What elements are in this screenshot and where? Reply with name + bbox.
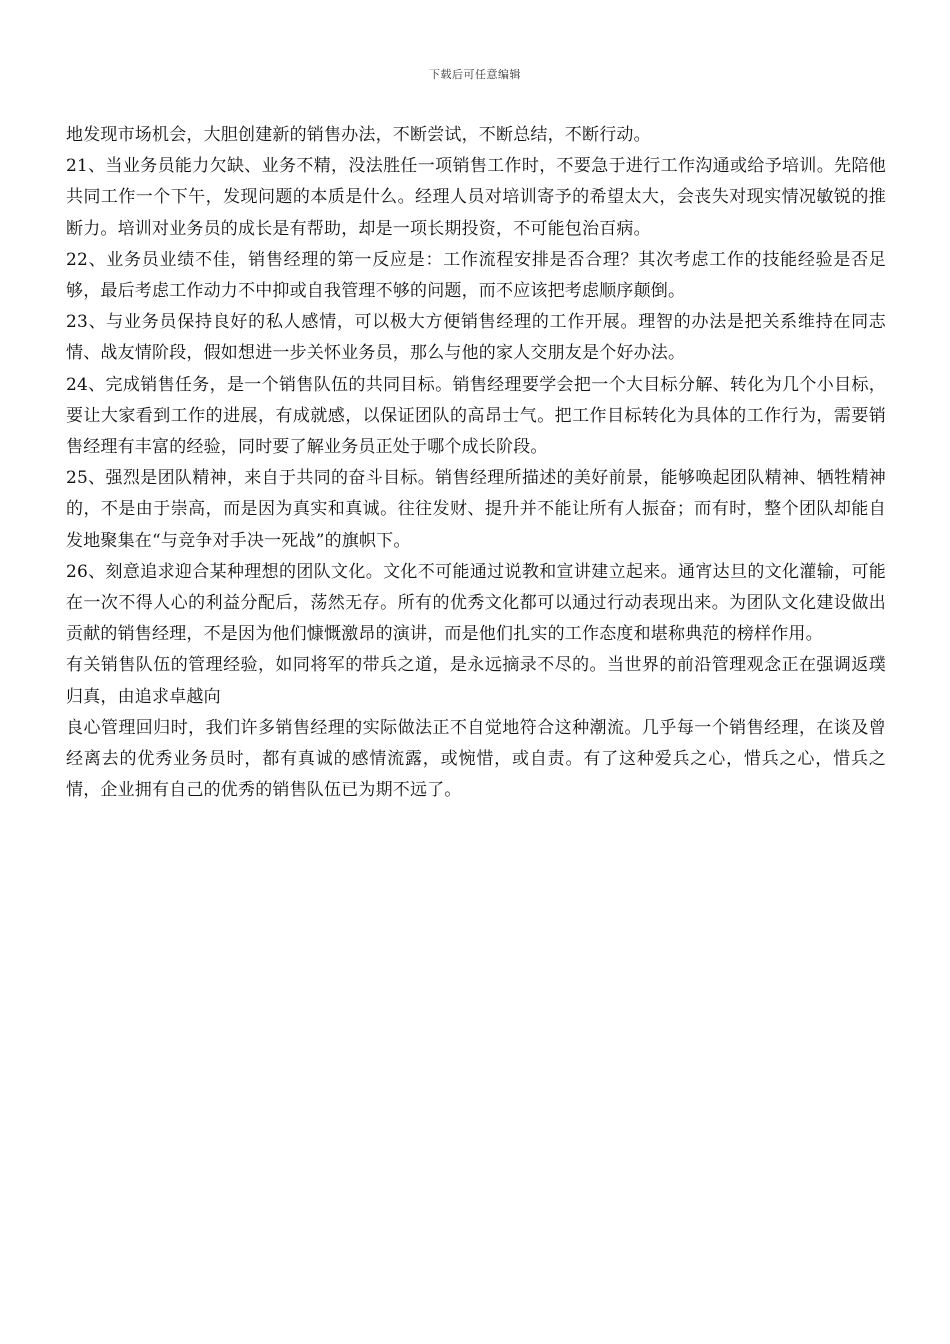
- paragraph-conclusion-continued: 良心管理回归时，我们许多销售经理的实际做法正不自觉地符合这种潮流。几乎每一个销售经理，在谈及曾经离去的优秀业务员时，都有真诚的感情流露，或惋惜，或自责。有了这种爱兵之心，惜兵之心，惜兵之情，企业拥有自己的优秀的销售队伍已为期不远了。: [66, 717, 886, 801]
- paragraph-item-21: 21、当业务员能力欠缺、业务不精，没法胜任一项销售工作时，不要急于进行工作沟通或给予培训。先陪他共同工作一个下午，发现问题的本质是什么。经理人员对培训寄予的希望太大，会丧失对现实情况敏锐的推断力。培训对业务员的成长是有帮助，却是一项长期投资，不可能包治百病。: [66, 156, 886, 239]
- page-header: 下载后可任意编辑: [429, 68, 521, 81]
- paragraph-item-22: 22、业务员业绩不佳，销售经理的第一反应是：工作流程安排是否合理？其次考虑工作的技能经验是否足够，最后考虑工作动力不中抑或自我管理不够的问题，而不应该把考虑顺序颠倒。: [66, 249, 886, 302]
- paragraph-item-24: 24、完成销售任务，是一个销售队伍的共同目标。销售经理要学会把一个大目标分解、转化为几个小目标，要让大家看到工作的进展，有成就感，以保证团队的高昂士气。把工作目标转化为具体的工作行为，需要销售经理有丰富的经验，同时要了解业务员正处于哪个成长阶段。: [66, 374, 886, 458]
- paragraph: 地发现市场机会，大胆创建新的销售办法，不断尝试，不断总结，不断行动。: [66, 125, 651, 145]
- paragraph-item-26: 26、刻意追求迎合某种理想的团队文化。文化不可能通过说教和宣讲建立起来。通宵达旦的文化灌输，可能在一次不得人心的利益分配后，荡然无存。所有的优秀文化都可以通过行动表现出来。为团队文化建设做出贡献的销售经理，不是因为他们慷慨激昂的演讲，而是他们扎实的工作态度和堪称典范的榜样作用。: [66, 561, 886, 645]
- paragraph-item-25: 25、强烈是团队精神，来自于共同的奋斗目标。销售经理所描述的美好前景，能够唤起团队精神、牺牲精神的，不是由于崇高，而是因为真实和真诚。往往发财、提升并不能让所有人振奋；而有时，整个团队却能自发地聚集在“与竞争对手决一死战”的旗帜下。: [66, 468, 886, 551]
- paragraph-item-23: 23、与业务员保持良好的私人感情，可以极大方便销售经理的工作开展。理智的办法是把关系维持在同志情、战友情阶段，假如想进一步关怀业务员，那么与他的家人交朋友是个好办法。: [66, 312, 886, 364]
- document-body: [66, 120, 886, 806]
- paragraph-conclusion: 有关销售队伍的管理经验，如同将军的带兵之道，是永远摘录不尽的。当世界的前沿管理观念正在强调返璞归真，由追求卓越向: [66, 655, 886, 707]
